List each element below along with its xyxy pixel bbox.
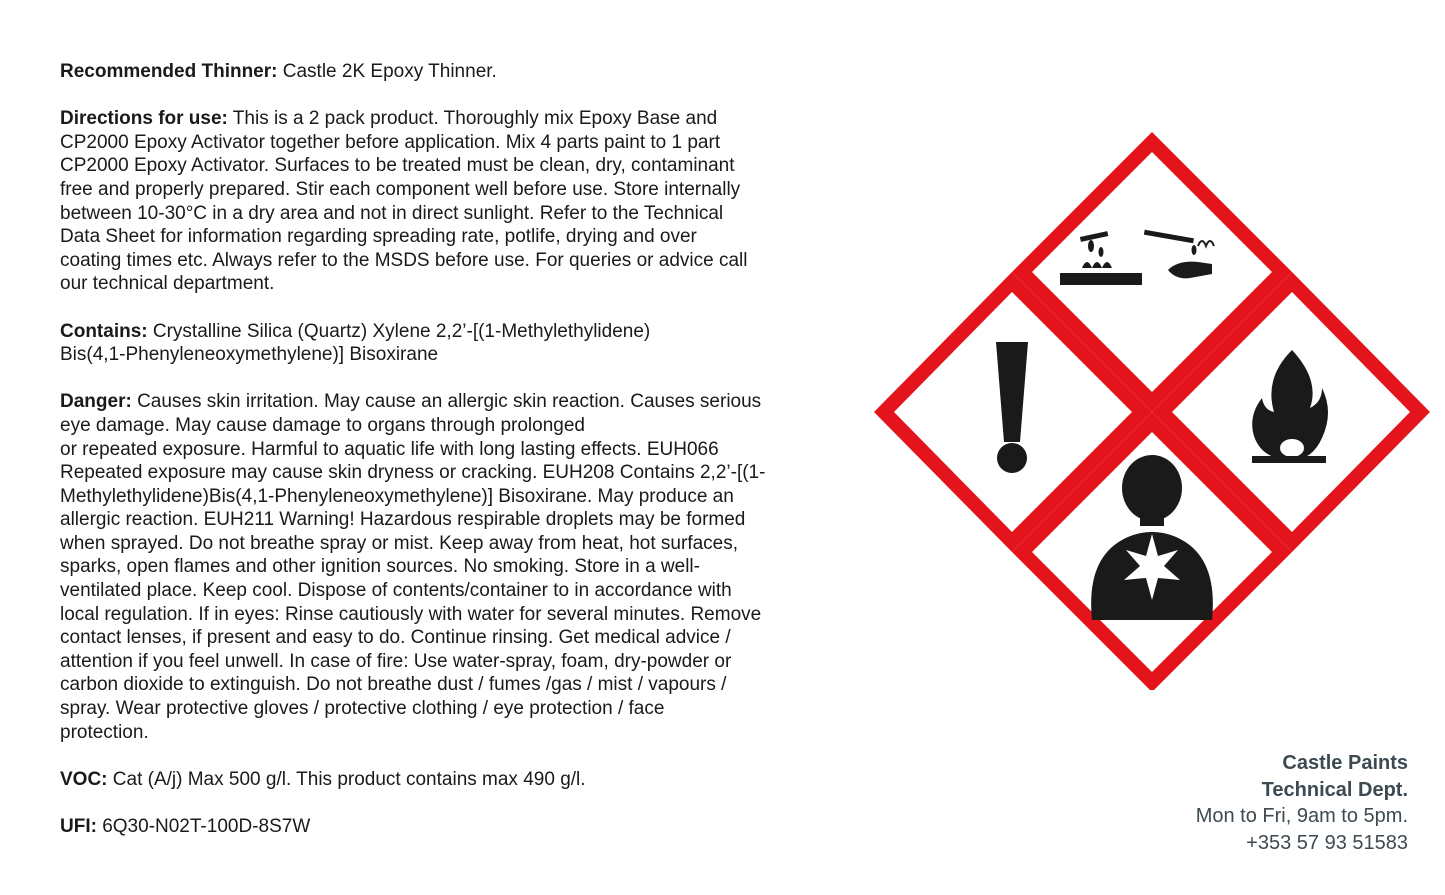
ufi-code: 6Q30-N02T-100D-8S7W <box>96 816 311 837</box>
danger-line: ventilated place. Keep cool. Dispose of contents/container to in accordance with <box>60 580 732 602</box>
thinner-paragraph <box>60 60 860 84</box>
directions-line: CP2000 Epoxy Activator together before application. Mix 4 parts paint to 1 part <box>60 131 721 153</box>
voc-label: VOC: <box>60 768 108 790</box>
directions-line: between 10-30°C in a dry area and not in direct sunlight. Refer to the Technical <box>60 202 724 224</box>
thinner-text: Castle 2K Epoxy Thinner. <box>282 61 497 82</box>
danger-line: when sprayed. Do not breathe spray or mist. Keep away from heat, hot surfaces, <box>60 532 739 554</box>
directions-line: free and properly prepared. Stir each component well before use. Store internally <box>60 178 741 200</box>
contact-block <box>1196 750 1408 856</box>
danger-line: Methylethylidene)Bis(4,1-Phenyleneoxymethylene)] Bisoxirane. May produce an <box>60 485 734 507</box>
danger-line: protection. <box>60 721 149 743</box>
department-name: Technical Dept. <box>1261 778 1408 801</box>
danger-line: Causes skin irritation. May cause an allergic skin reaction. Causes serious <box>131 391 762 413</box>
directions-line: our technical department. <box>60 273 275 295</box>
danger-line: or repeated exposure. Harmful to aquatic life with long lasting effects. EUH066 <box>60 438 719 460</box>
danger-line: local regulation. If in eyes: Rinse cautiously with water for several minutes. Remove <box>60 603 762 625</box>
directions-line: Data Sheet for information regarding spreading rate, potlife, drying and over <box>60 226 697 248</box>
directions-paragraph <box>60 107 860 296</box>
danger-line: sparks, open flames and other ignition sources. No smoking. Store in a well- <box>60 556 700 578</box>
label-text-block <box>60 60 860 862</box>
danger-line: contact lenses, if present and easy to do. Continue rinsing. Get medical advice / <box>60 627 731 649</box>
directions-label: Directions for use: <box>60 108 228 130</box>
ufi-paragraph <box>60 815 860 839</box>
ufi-label: UFI: <box>60 816 97 837</box>
danger-label: Danger: <box>60 391 132 413</box>
ghs-pictograms <box>872 130 1432 690</box>
contains-line: Crystalline Silica (Quartz) Xylene 2,2’-[(1-Methylethylidene) <box>147 320 651 342</box>
directions-line: This is a 2 pack product. Thoroughly mix Epoxy Base and <box>227 108 718 130</box>
danger-line: carbon dioxide to extinguish. Do not breathe dust / fumes /gas / mist / vapours / <box>60 674 727 696</box>
company-name: Castle Paints <box>1282 752 1408 774</box>
directions-line: CP2000 Epoxy Activator. Surfaces to be treated must be clean, dry, contaminant <box>60 155 735 177</box>
danger-line: spray. Wear protective gloves / protective clothing / eye protection / face <box>60 698 665 720</box>
voc-text: Cat (A/j) Max 500 g/l. This product contains max 490 g/l. <box>107 768 586 790</box>
danger-paragraph <box>60 390 860 744</box>
danger-line: attention if you feel unwell. In case of fire: Use water-spray, foam, dry-powder or <box>60 650 732 672</box>
danger-line: Repeated exposure may cause skin dryness or cracking. EUH208 Contains 2,2’-[(1- <box>60 462 766 484</box>
contains-label: Contains: <box>60 320 148 342</box>
danger-line: eye damage. May cause damage to organs through prolonged <box>60 414 585 436</box>
phone-number: +353 57 93 51583 <box>1246 831 1408 854</box>
danger-line: allergic reaction. EUH211 Warning! Hazardous respirable droplets may be formed <box>60 509 746 531</box>
contains-paragraph <box>60 320 860 367</box>
contains-line: Bis(4,1-Phenyleneoxymethylene)] Bisoxirane <box>60 344 439 366</box>
thinner-label: Recommended Thinner: <box>60 61 278 82</box>
directions-line: coating times etc. Always refer to the MSDS before use. For queries or advice call <box>60 249 748 271</box>
opening-hours: Mon to Fri, 9am to 5pm. <box>1195 805 1408 827</box>
voc-paragraph <box>60 768 860 792</box>
